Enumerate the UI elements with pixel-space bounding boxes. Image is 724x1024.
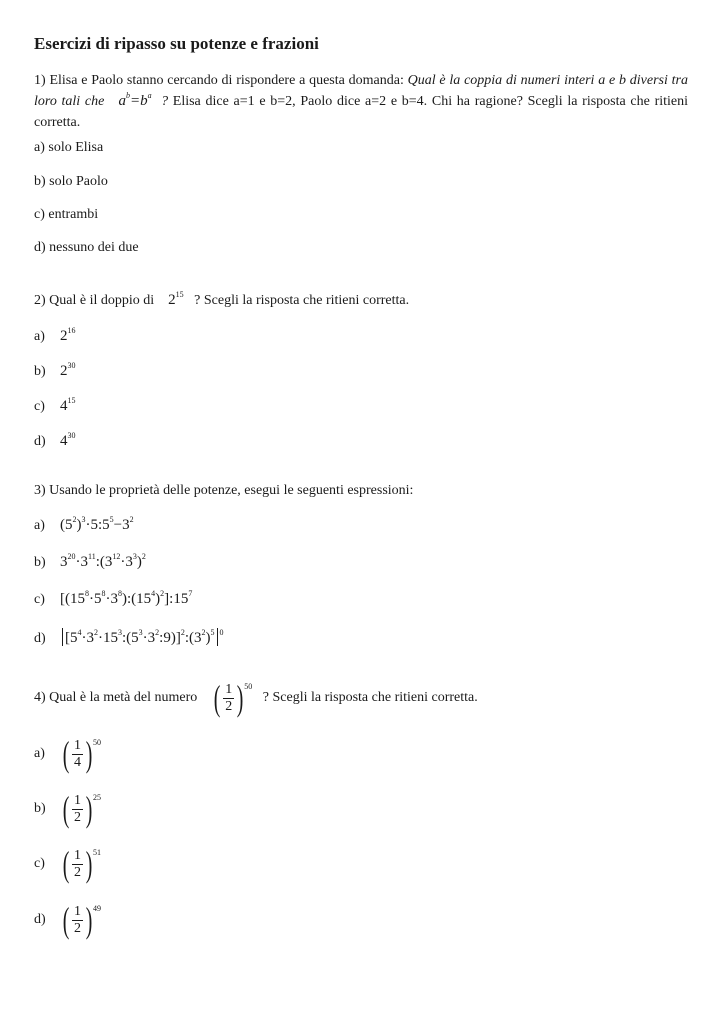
q1-intro: 1) Elisa e Paolo stanno cercando di rispondere a questa domanda: <box>34 73 408 88</box>
q3-expression-b: b) $3^{20}\cdot 3^{11}:(3^{12}\cdot 3^3)^2$ <box>34 552 146 570</box>
q1-question-italic: Qual è la coppia di numeri interi a e b diversi tra loro tali che <box>34 73 688 109</box>
q4-option-c: c) ( $\frac{1}{2}$ ) 51 <box>34 844 101 884</box>
q3-expression-a: a) $(5^2)^3\cdot 5:5^5-3^2$ <box>34 515 134 533</box>
q3-expression-d: d) $[5^4\cdot 3^2\cdot 15^3:(5^3\cdot 3^2:9)]^2:(3^2)^5$ $^0$ <box>34 628 224 646</box>
q2-option-b: b) $2^{30}$ <box>34 361 76 379</box>
q4-fraction: ( $\frac{1}{2}$ ) 50 <box>213 678 253 718</box>
question-3-text: 3) Usando le proprietà delle potenze, esegui le seguenti espressioni: <box>34 483 414 498</box>
page-title: Esercizi di ripasso su potenze e frazioni <box>34 34 319 53</box>
q4-option-d: d) ( $\frac{1}{2}$ ) 49 <box>34 900 101 940</box>
q1-option-c: c) entrambi <box>34 207 99 222</box>
q1-rest: Elisa dice a=1 e b=2, Paolo dice a=2 e b=4. Chi ha ragione? Scegli la risposta che ritieni corretta. <box>34 94 689 130</box>
q1-option-d: d) nessuno dei due <box>34 240 139 255</box>
question-4-text: 4) Qual è la metà del numero ( $\frac{1}{2}$ ) 50 ? Scegli la risposta che ritieni corretta. <box>34 678 478 718</box>
q4-option-b: b) ( $\frac{1}{2}$ ) 25 <box>34 789 101 829</box>
q1-formula: $a^b=b^a$ <box>118 91 152 109</box>
q4-option-a: a) ( $\frac{1}{4}$ ) 50 <box>34 734 101 774</box>
q1-question-mark: ? <box>161 94 169 109</box>
q2-option-d: d) $4^{30}$ <box>34 431 76 449</box>
q2-power: $2^{15}$ <box>168 290 184 308</box>
q3-expression-c: c) $[(15^8\cdot 5^8\cdot 3^8):(15^4)^2]:15^7$ <box>34 589 193 607</box>
question-2-text: 2) Qual è il doppio di $2^{15}$ ? Scegli la risposta che ritieni corretta. <box>34 290 410 308</box>
q1-option-a: a) solo Elisa <box>34 140 104 155</box>
q2-option-c: c) $4^{15}$ <box>34 396 76 414</box>
q1-option-b: b) solo Paolo <box>34 174 108 189</box>
q2-option-a: a) $2^{16}$ <box>34 326 76 344</box>
question-1-text <box>34 70 688 133</box>
